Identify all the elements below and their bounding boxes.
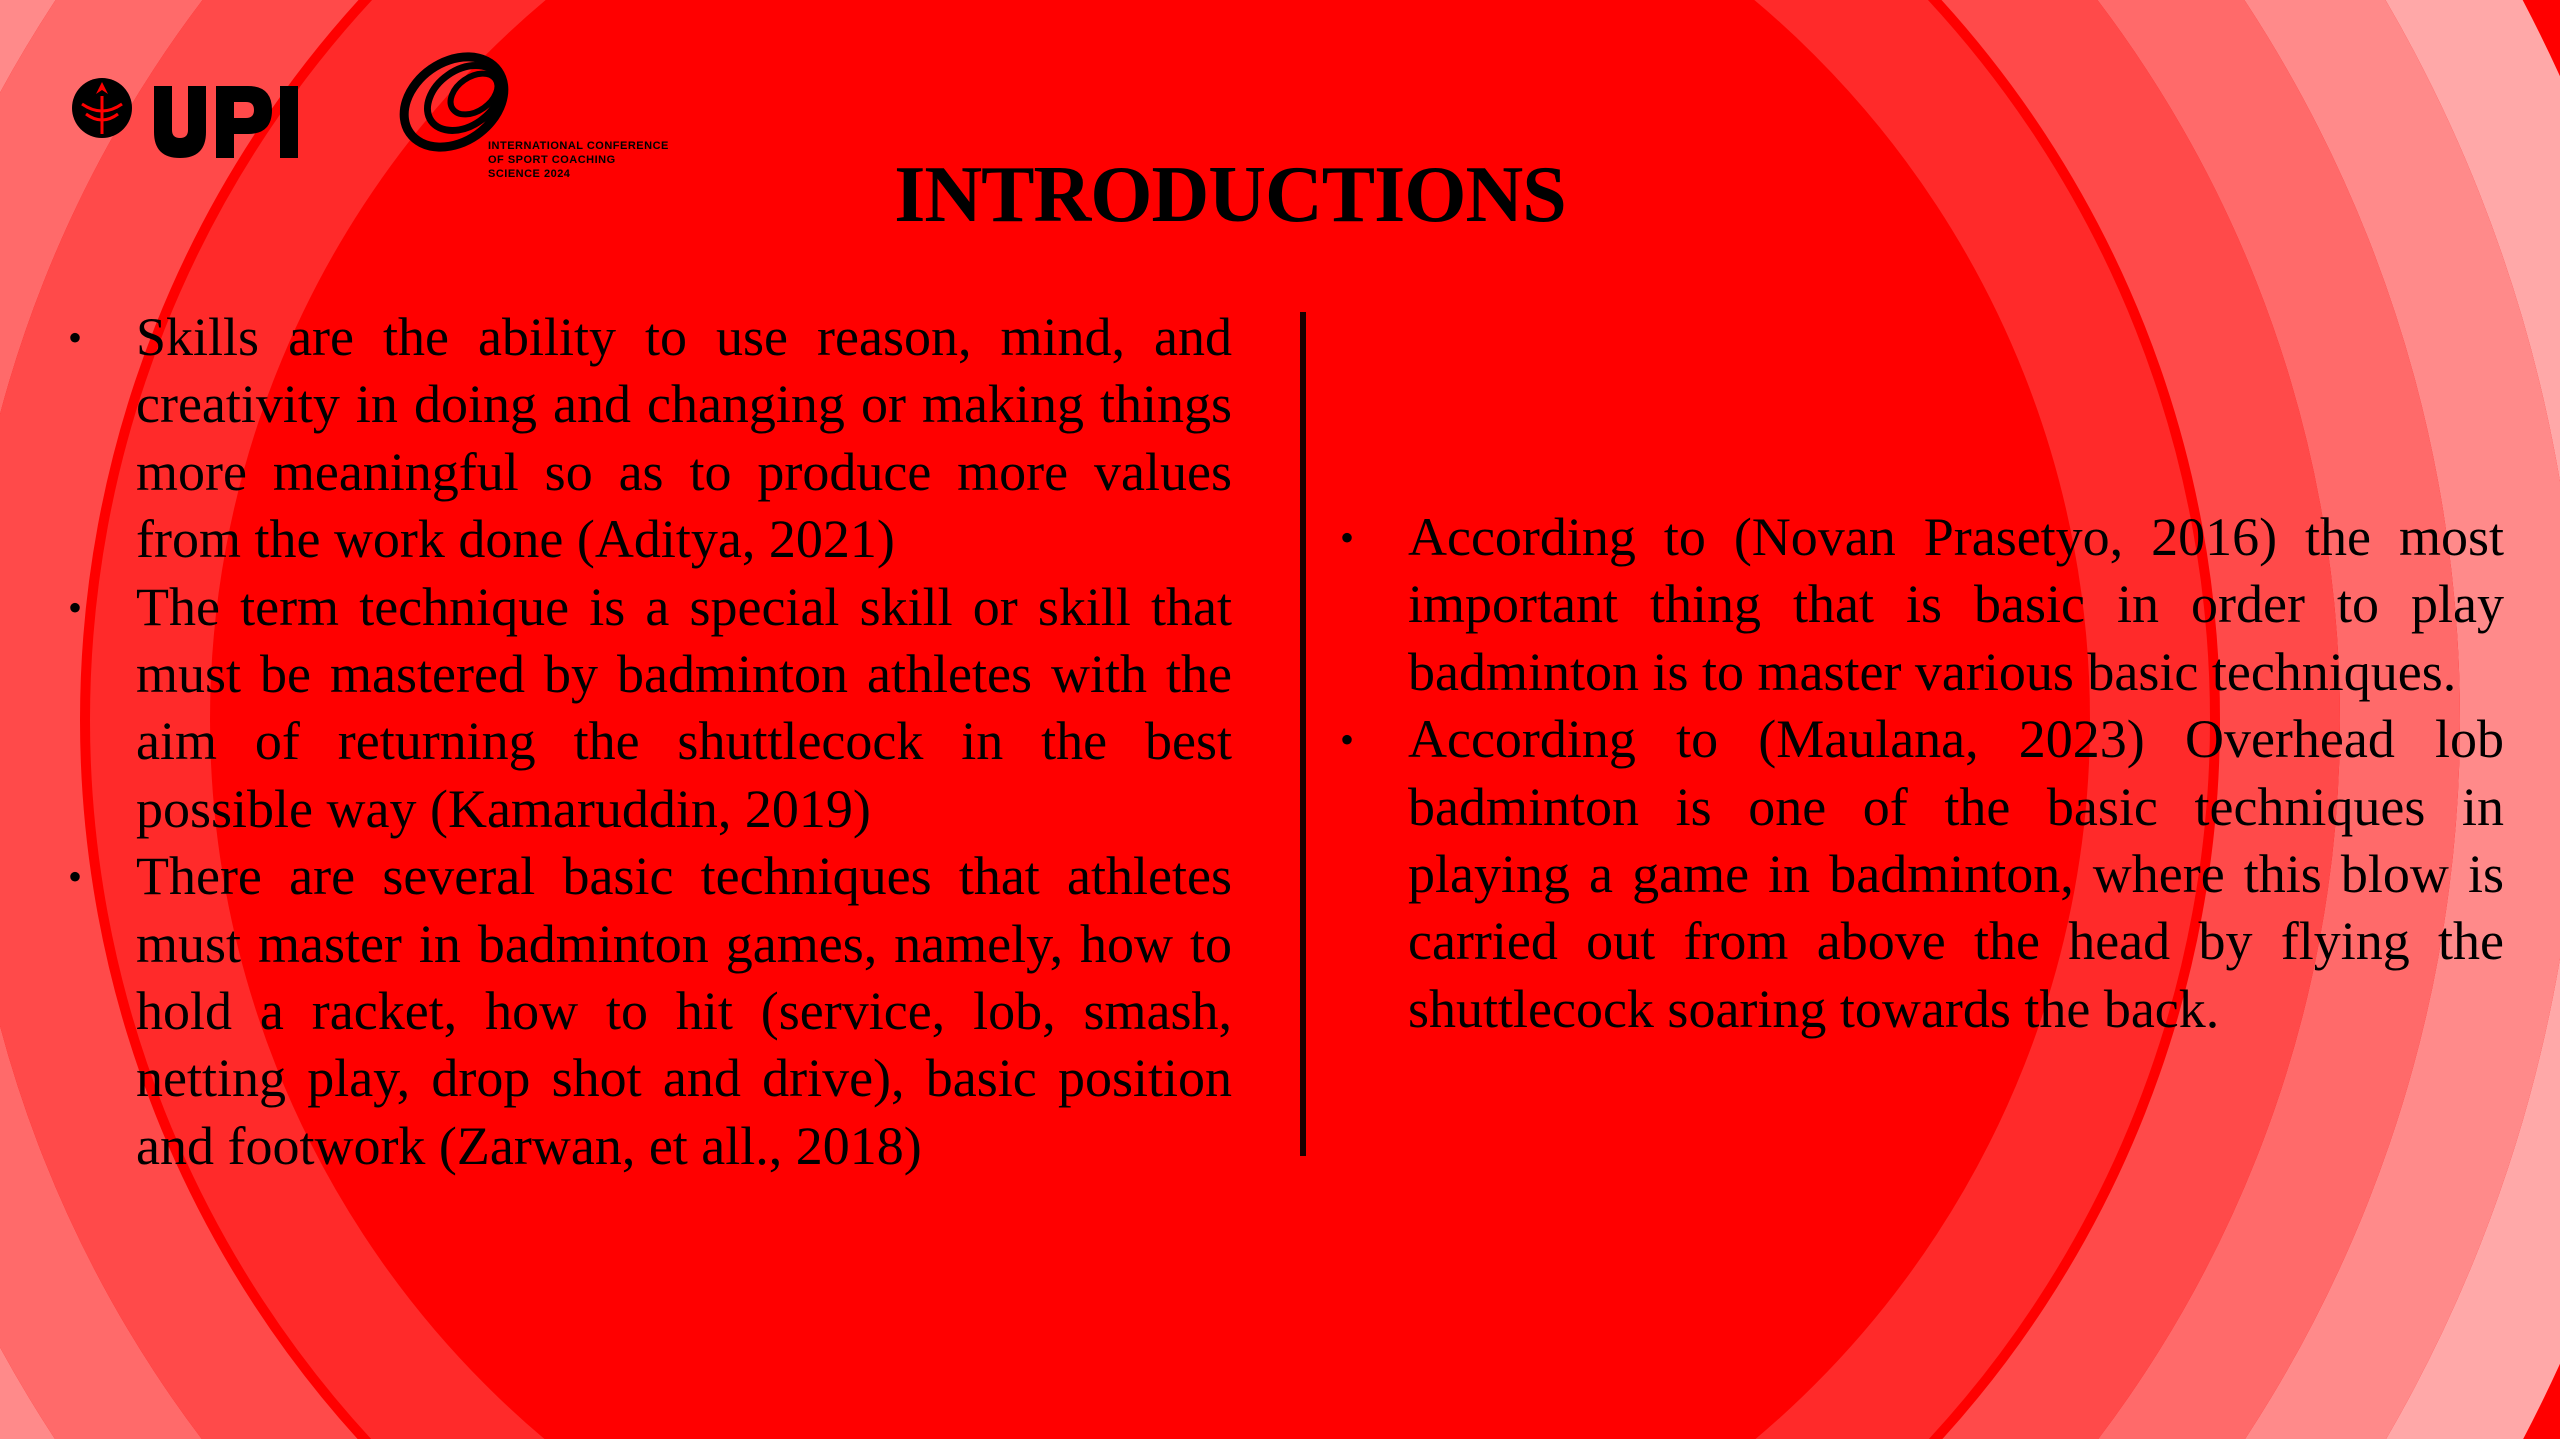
bullet-icon: • (1340, 515, 1355, 560)
right-bullet-list (1336, 504, 2504, 1043)
bullet-text: The term technique is a special skill or skill that must be mastered by badminton athletes with the aim of returning the shuttlecock in the best possible way (Kamaruddin, 2019) (136, 576, 1232, 839)
left-column (64, 304, 1232, 1180)
list-item (64, 843, 1232, 1180)
conference-line-1: INTERNATIONAL CONFERENCE (488, 140, 669, 152)
bullet-icon: • (68, 584, 83, 630)
column-divider (1300, 312, 1306, 1156)
bullet-icon: • (68, 854, 83, 900)
slide-title: INTRODUCTIONS (894, 151, 1566, 239)
conference-line-2: OF SPORT COACHING (488, 154, 616, 166)
right-column (1336, 504, 2504, 1043)
bullet-icon: • (1340, 717, 1355, 763)
conference-line-3: SCIENCE 2024 (488, 168, 571, 180)
bullet-text: According to (Maulana, 2023) Overhead lob badminton is one of the basic techniques in playing a game in badminton, where this blow is carried out from above the head by flying the shuttlecock soaring towards the back. (1408, 709, 2504, 1039)
list-item (64, 574, 1232, 844)
list-item (1336, 706, 2504, 1043)
left-bullet-list (64, 304, 1232, 1180)
list-item (1336, 504, 2504, 706)
bullet-icon: • (68, 315, 83, 360)
bullet-text: There are several basic techniques that athletes must master in badminton games, namely, how to hold a racket, how to hit (service, lob, smash, netting play, drop shot and drive), basic position and footwork (Zarwan, et all., 2018) (136, 846, 1232, 1176)
bullet-text: Skills are the ability to use reason, mind, and creativity in doing and changing or making things more meaningful so as to produce more values from the work done (Aditya, 2021) (136, 307, 1232, 570)
bullet-text: According to (Novan Prasetyo, 2016) the most important thing that is basic in order to play badminton is to master various basic techniques. (1408, 507, 2504, 702)
list-item (64, 304, 1232, 574)
